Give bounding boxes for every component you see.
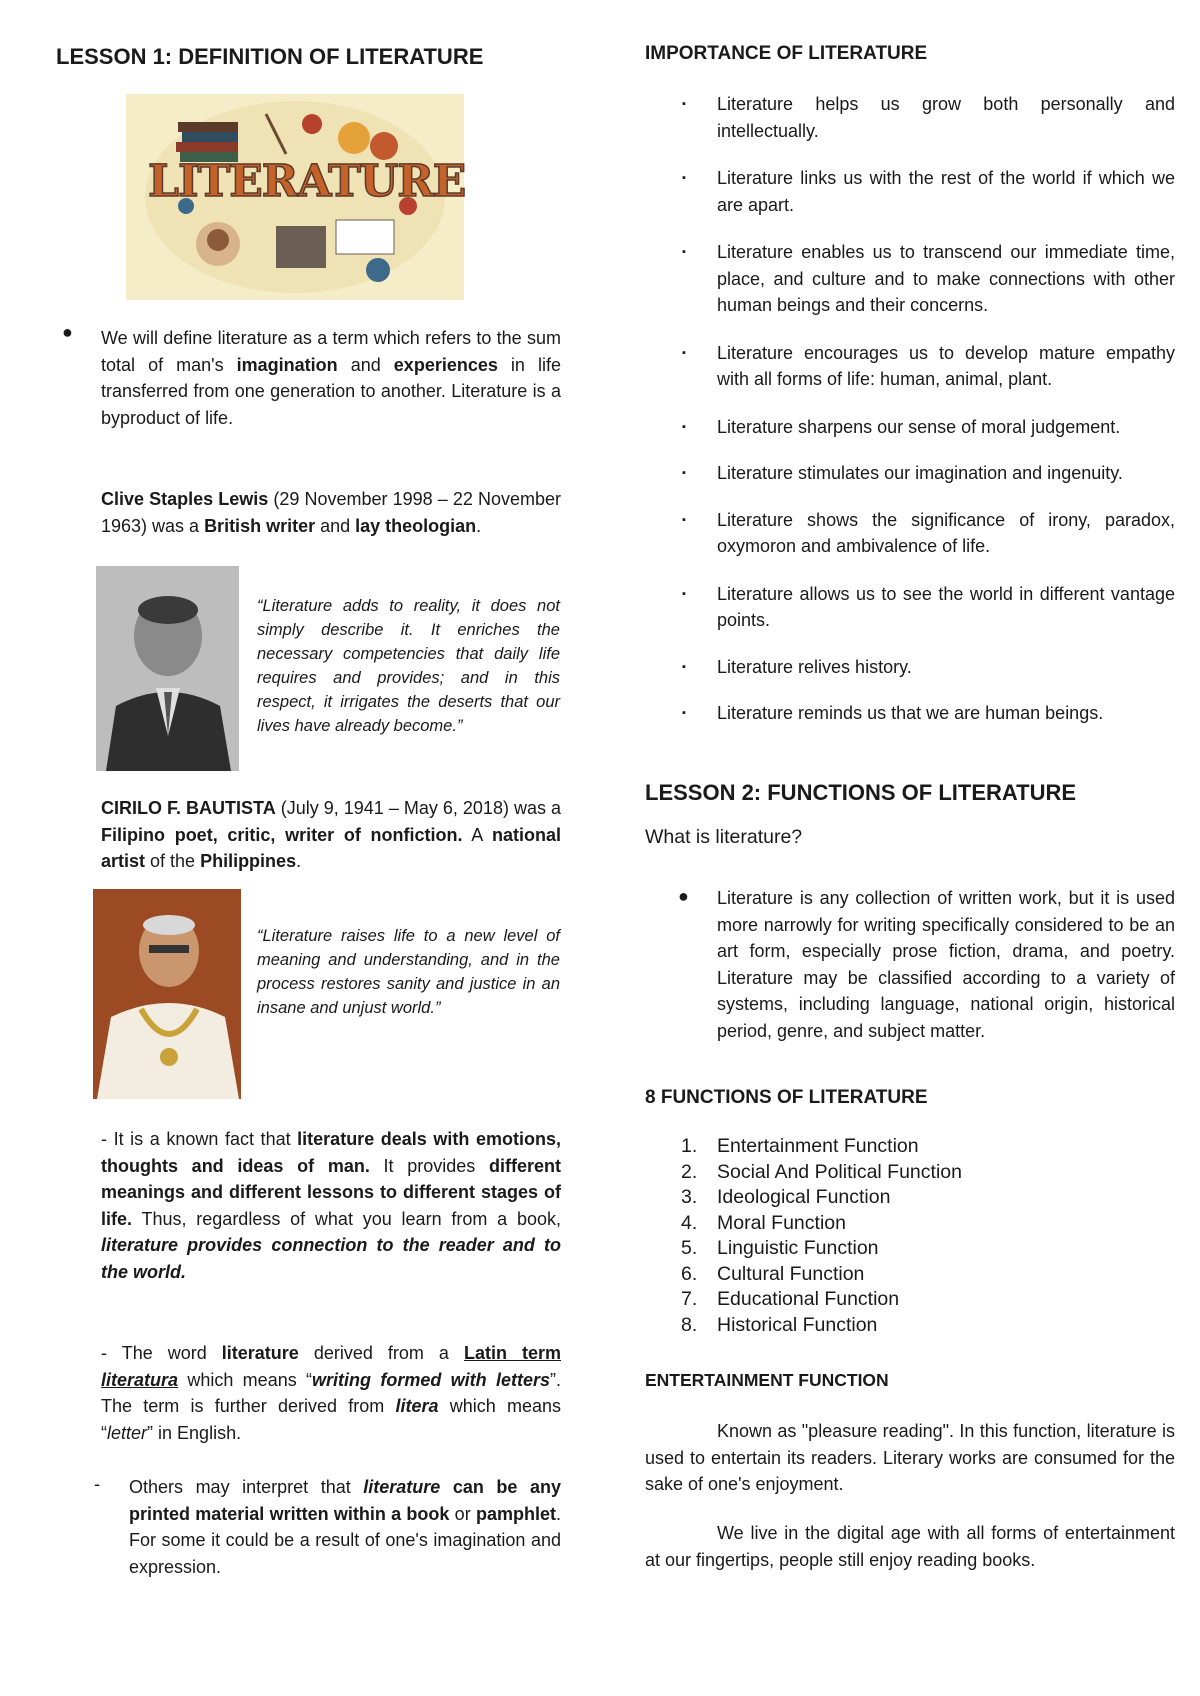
importance-title: IMPORTANCE OF LITERATURE [645, 43, 928, 64]
bold-text: lay theologian [355, 515, 477, 536]
list-item [645, 165, 1175, 218]
lewis-bio [101, 486, 561, 539]
function-number: 7. [681, 1288, 698, 1310]
text: It provides [369, 1155, 490, 1176]
square-bullet-icon: ▪ [682, 346, 686, 359]
function-item [645, 1287, 1175, 1313]
square-bullet-icon: ▪ [682, 172, 686, 184]
text: Thus, regardless of what you learn from a book, [132, 1208, 561, 1229]
lesson2-question: What is literature? [645, 826, 803, 848]
bold-italic-text: writing formed with letters [312, 1369, 550, 1390]
bold-text: Philippines [200, 851, 297, 871]
text: - It is a known fact that [101, 1129, 298, 1149]
function-label: Entertainment Function [717, 1135, 919, 1157]
square-bullet-icon: ▪ [682, 513, 686, 526]
bold-text: national artist [101, 824, 561, 871]
text: in life transferred from one generation to another. Literature is a byproduct of life. [101, 354, 561, 428]
importance-item-text: Literature allows us to see the world in different vantage points. [717, 583, 1175, 630]
text: and [337, 354, 394, 375]
list-item [645, 507, 1175, 560]
text: (July 9, 1941 – May 6, 2018) was a [275, 798, 562, 818]
lesson2-title: LESSON 2: FUNCTIONS OF LITERATURE [645, 780, 1077, 805]
text: (29 November 1998 – 22 November 1963) was a [101, 489, 561, 536]
bold-underline-italic-text: literatura [101, 1369, 179, 1390]
bold-text: literature deals with emotions, thoughts and ideas of man. [101, 1129, 561, 1176]
entertainment-paragraph-2: We live in the digital age with all forms of entertainment at our fingertips, people still enjoy reading books. [645, 1523, 1175, 1570]
bold-text: imagination [236, 354, 338, 375]
function-label: Educational Function [717, 1288, 900, 1310]
functions-title: 8 FUNCTIONS OF LITERATURE [645, 1087, 928, 1108]
text: A [462, 824, 492, 845]
bold-text: pamphlet [475, 1503, 556, 1524]
function-item [645, 1236, 1175, 1262]
function-label: Cultural Function [717, 1262, 865, 1285]
bullet-dot-icon: ● [62, 322, 73, 342]
fact-paragraph [101, 1126, 561, 1285]
lesson2-answer: Literature is any collection of written work, but it is used more narrowly for writing specifically considered to be an art form, especially prose fiction, drama, and poetry. Literature may be classified according to a variety of systems, including language, national origin, historical period, genre, and subject matter. [717, 888, 1175, 1041]
text: - The word [101, 1343, 222, 1363]
function-number: 3. [681, 1186, 698, 1208]
list-item [645, 239, 1175, 319]
list-item [645, 700, 1175, 727]
function-number: 1. [681, 1135, 698, 1157]
text: ” in English. [147, 1422, 242, 1443]
importance-list [645, 91, 1175, 727]
function-label: Historical Function [717, 1313, 878, 1336]
entertainment-title: ENTERTAINMENT FUNCTION [645, 1370, 889, 1390]
dash-bullet: - [94, 1474, 100, 1494]
text: and [315, 515, 356, 536]
function-label: Linguistic Function [717, 1237, 879, 1259]
bold-text: literature [221, 1343, 299, 1363]
bold-italic-text: litera [395, 1396, 439, 1416]
function-label: Moral Function [717, 1211, 846, 1234]
square-bullet-icon: ▪ [682, 467, 686, 479]
square-bullet-icon: ▪ [682, 587, 686, 600]
importance-item-text: Literature helps us grow both personally and intellectually. [717, 94, 1175, 141]
text: ”. The term is further derived from [101, 1369, 561, 1416]
lewis-name: Clive Staples Lewis [101, 489, 269, 509]
list-item [645, 581, 1175, 634]
list-item [645, 414, 1175, 441]
text: of the [145, 851, 201, 871]
importance-item-text: Literature relives history. [717, 656, 912, 677]
bautista-name: CIRILO F. BAUTISTA [101, 798, 276, 818]
portrait-icon [96, 566, 239, 771]
function-label: Ideological Function [717, 1186, 891, 1208]
importance-item-text: Literature enables us to transcend our immediate time, place, and culture and to make connections with other human beings and their concerns. [717, 242, 1175, 315]
entertainment-paragraph-1: Known as "pleasure reading". In this function, literature is used to entertain its readers. Literary works are consumed for the sake of one's enjoyment. [645, 1421, 1175, 1494]
importance-item-text: Literature links us with the rest of the world if which we are apart. [717, 168, 1175, 215]
bautista-quote: “Literature raises life to a new level of meaning and understanding, and in the process restores sanity and justice in an insane and unjust world.” [257, 927, 560, 1017]
list-item [645, 460, 1175, 487]
lewis-quote: “Literature adds to reality, it does not simply describe it. It enriches the necessary competencies that daily life requires and provides; and in this respect, it irrigates the deserts that our lives have already become.” [257, 597, 560, 735]
function-item [645, 1313, 1175, 1339]
function-number: 4. [681, 1211, 698, 1234]
function-number: 2. [681, 1160, 698, 1183]
importance-item-text: Literature stimulates our imagination and ingenuity. [717, 463, 1123, 483]
literature-banner-image [126, 94, 464, 300]
text: or [449, 1503, 476, 1524]
square-bullet-icon: ▪ [682, 98, 686, 110]
bullet-dot-icon: ● [678, 886, 689, 906]
text: which means “ [178, 1369, 313, 1390]
function-item [645, 1185, 1175, 1211]
function-item [645, 1262, 1175, 1288]
portrait-icon [93, 889, 241, 1099]
text: derived from a [298, 1343, 464, 1363]
list-item [645, 340, 1175, 393]
text: Others may interpret that [129, 1477, 364, 1497]
others-paragraph [129, 1474, 561, 1580]
square-bullet-icon: ▪ [682, 420, 686, 433]
list-item [645, 654, 1175, 681]
literature-banner-text: LITERATURE [148, 156, 466, 207]
bautista-bio [101, 795, 561, 875]
function-item [645, 1134, 1175, 1160]
bold-italic-text: literature provides connection to the reader and to the world. [101, 1235, 561, 1282]
lewis-photo [96, 566, 239, 771]
importance-item-text: Literature shows the significance of irony, paradox, oxymoron and ambivalence of life. [717, 509, 1175, 556]
bold-text: British writer [204, 515, 316, 536]
bold-text: Filipino poet, critic, writer of nonfiction. [101, 824, 463, 845]
definition-paragraph [101, 325, 561, 431]
function-item [645, 1160, 1175, 1186]
text: . [296, 851, 302, 871]
text: We will define literature as a term which refers to the sum total of man's [101, 328, 561, 375]
text: which means “ [101, 1396, 561, 1443]
function-number: 5. [681, 1237, 698, 1259]
function-item [645, 1211, 1175, 1237]
latin-paragraph [101, 1340, 561, 1446]
square-bullet-icon: ▪ [682, 246, 686, 258]
functions-list [645, 1134, 1175, 1338]
importance-item-text: Literature reminds us that we are human beings. [717, 703, 1104, 723]
square-bullet-icon: ▪ [682, 660, 686, 673]
text: . For some it could be a result of one's imagination and expression. [129, 1503, 561, 1577]
bautista-photo [93, 889, 241, 1099]
bold-underline-text: Latin term [463, 1343, 562, 1363]
function-label: Social And Political Function [717, 1160, 962, 1183]
bold-text: experiences [393, 354, 498, 375]
importance-item-text: Literature encourages us to develop mature empathy with all forms of life: human, animal, plant. [717, 342, 1175, 389]
function-number: 6. [681, 1262, 698, 1285]
text: . [476, 515, 482, 536]
bold-text: can be any printed material written within a book [129, 1477, 561, 1524]
italic-text: letter [107, 1422, 148, 1443]
square-bullet-icon: ▪ [682, 707, 686, 719]
function-number: 8. [681, 1313, 698, 1336]
lesson1-title: LESSON 1: DEFINITION OF LITERATURE [56, 44, 484, 69]
importance-item-text: Literature sharpens our sense of moral judgement. [717, 416, 1121, 437]
bold-text: different meanings and different lessons to different stages of life. [101, 1155, 562, 1229]
list-item [645, 91, 1175, 144]
bold-italic-text: literature [363, 1477, 441, 1497]
